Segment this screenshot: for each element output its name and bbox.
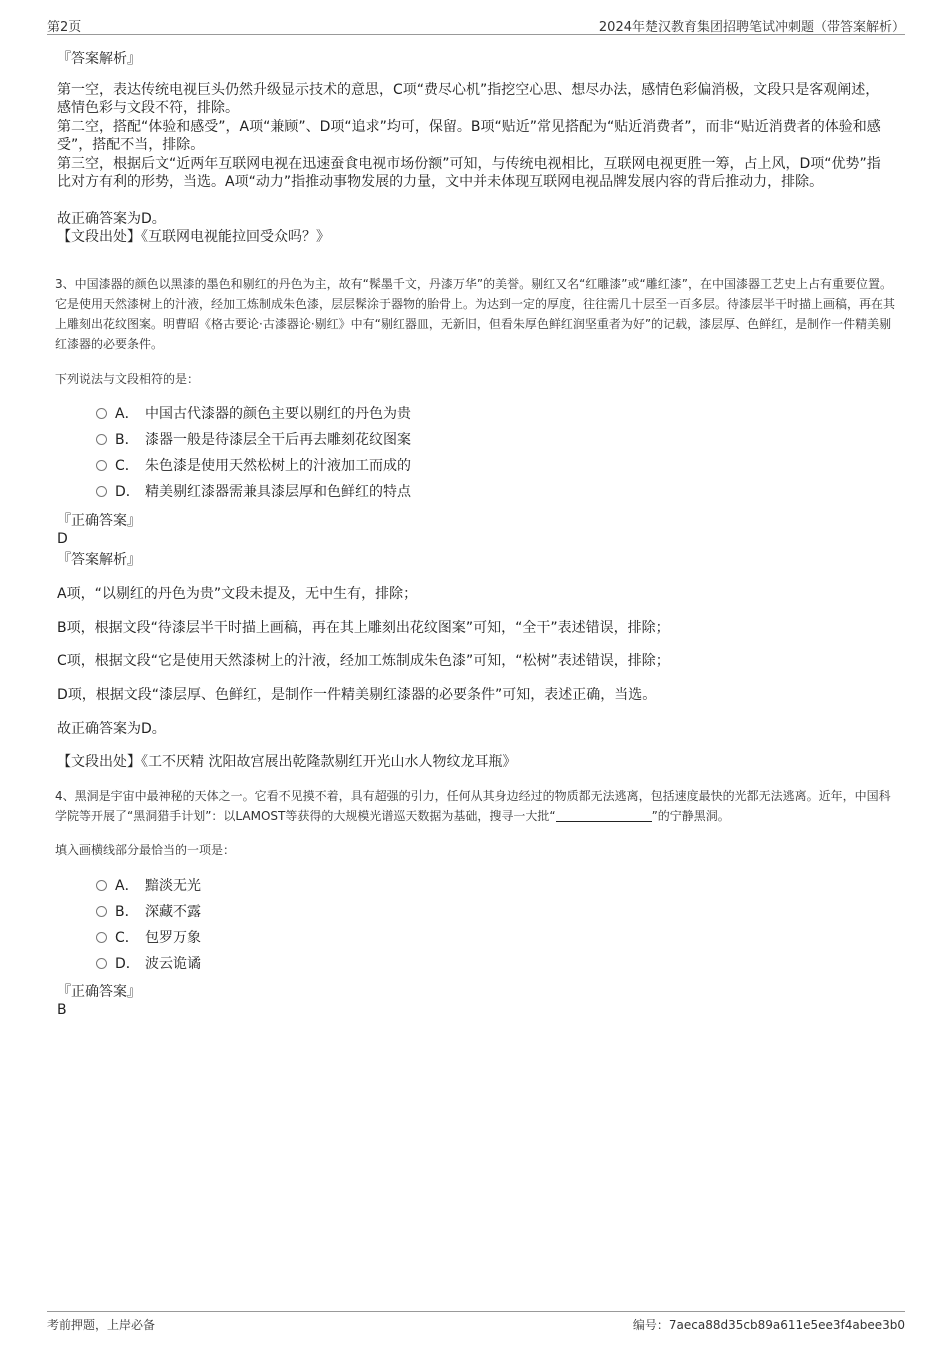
radio-icon[interactable] — [96, 408, 107, 419]
q3-option-c[interactable]: C． 朱色漆是使用天然松树上的汁液加工而成的 — [96, 457, 411, 475]
q3-answer: D — [57, 531, 68, 547]
q4-option-c[interactable]: C． 包罗万象 — [96, 929, 201, 947]
q4-answer: B — [57, 1002, 67, 1018]
radio-icon[interactable] — [96, 932, 107, 943]
q4-option-d[interactable]: D． 波云诡谲 — [96, 955, 201, 973]
q4-answer-label: 『正确答案』 — [57, 984, 141, 1000]
q3-analysis-c: C项，根据文段“它是使用天然漆树上的汁液，经加工炼制成朱色漆”可知，“松树”表述错误，排除； — [57, 653, 670, 669]
q2-analysis-p3: 第三空，根据后文“近两年互联网电视在迅速蚕食电视市场份额”可知，与传统电视相比，互联网电视更胜一筹，占上风，D项“优势”指比对方有利的形势，当选。A项“动力”指推动事物发展的力量，文中并未体现互联网电视品牌发展内容的背后推动力，排除。 — [57, 156, 881, 190]
q4-stem: 4、黑洞是宇宙中最神秘的天体之一。它看不见摸不着，具有超强的引力，任何从其身边经过的物质都无法逃离，包括速度最快的光都无法逃离。近年，中国科学院等开展了“黑洞猎手计划”：以LAMOST等获得的大规模光谱巡天数据为基础，搜寻一大批“ ”的宁静黑洞。 — [55, 789, 891, 823]
q2-analysis-p1: 第一空，表达传统电视巨头仍然升级显示技术的意思，C项“费尽心机”指挖空心思、想尽办法，感情色彩偏消极，文段只是客观阐述，感情色彩与文段不符，排除。 — [57, 82, 880, 116]
q2-analysis-p2: 第二空，搭配“体验和感受”，A项“兼顾”、D项“追求”均可，保留。B项“贴近”常见搭配为“贴近消费者”，而非“贴近消费者的体验和感受”，搭配不当，排除。 — [57, 119, 881, 153]
q3-option-a[interactable]: A． 中国古代漆器的颜色主要以剔红的丹色为贵 — [96, 405, 411, 423]
radio-icon[interactable] — [96, 486, 107, 497]
radio-icon[interactable] — [96, 460, 107, 471]
q2-source: 【文段出处】《互联网电视能拉回受众吗？》 — [57, 229, 330, 245]
q4-prompt: 填入画横线部分最恰当的一项是： — [55, 843, 236, 857]
radio-icon[interactable] — [96, 880, 107, 891]
q3-answer-label: 『正确答案』 — [57, 513, 141, 529]
document-title: 2024年楚汉教育集团招聘笔试冲刺题（带答案解析） — [598, 20, 905, 35]
q3-stem: 3、中国漆器的颜色以黑漆的墨色和剔红的丹色为主，故有“髹墨千文，丹漆万华”的美誉。剔红又名“红雕漆”或“雕红漆”，在中国漆器工艺史上占有重要位置。它是使用天然漆树上的汁液，经加工炼制成朱色漆，层层髹涂于器物的胎骨上。为达到一定的厚度，往往需几十层至一百多层。待漆层半干时描上画稿，再在其上雕刻出花纹图案。明曹昭《格古要论·古漆器论·剔红》中有“剔红器皿，无新旧，但看朱厚色鲜红润坚重者为好”的记载，漆层厚、色鲜红，是制作一件精美剔红漆器的必要条件。 — [55, 277, 896, 351]
q3-analysis-label: 『答案解析』 — [57, 552, 141, 568]
radio-icon[interactable] — [96, 906, 107, 917]
q4-option-b[interactable]: B． 深藏不露 — [96, 903, 201, 921]
q3-source: 【文段出处】《工不厌精 沈阳故宫展出乾隆款剔红开光山水人物纹龙耳瓶》 — [57, 754, 517, 770]
q3-prompt: 下列说法与文段相符的是： — [55, 372, 200, 386]
page-footer — [47, 1311, 905, 1338]
q4-option-a[interactable]: A． 黯淡无光 — [96, 877, 201, 895]
q2-conclusion: 故正确答案为D。 — [57, 211, 166, 227]
q2-analysis-label: 『答案解析』 — [57, 51, 141, 67]
q3-analysis-d: D项，根据文段“漆层厚、色鲜红，是制作一件精美剔红漆器的必要条件”可知，表述正确，当选。 — [57, 687, 657, 703]
q3-analysis-a: A项，“以剔红的丹色为贵”文段未提及，无中生有，排除； — [57, 586, 418, 602]
radio-icon[interactable] — [96, 958, 107, 969]
page-header — [47, 12, 905, 35]
q3-conclusion: 故正确答案为D。 — [57, 721, 166, 737]
radio-icon[interactable] — [96, 434, 107, 445]
q3-analysis-b: B项，根据文段“待漆层半干时描上画稿，再在其上雕刻出花纹图案”可知，“全干”表述错误，排除； — [57, 620, 670, 636]
document-id: 编号：7aeca88d35cb89a611e5ee3f4abee3b0 — [632, 1318, 905, 1332]
q3-option-b[interactable]: B． 漆器一般是待漆层全干后再去雕刻花纹图案 — [96, 431, 411, 449]
page-number: 第2页 — [47, 20, 82, 35]
q3-option-d[interactable]: D． 精美剔红漆器需兼具漆层厚和色鲜红的特点 — [96, 483, 411, 501]
fill-in-blank — [556, 809, 652, 822]
footer-slogan: 考前押题，上岸必备 — [47, 1318, 156, 1332]
